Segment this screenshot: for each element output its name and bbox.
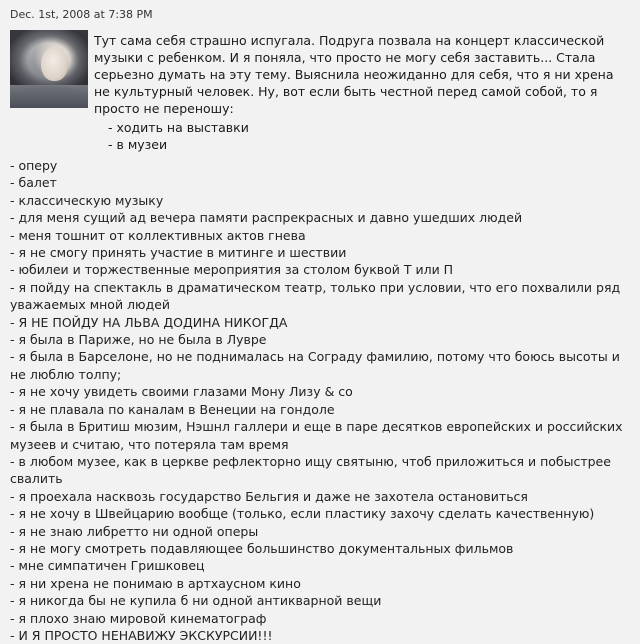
avatar-shoulder	[10, 86, 88, 108]
list-item: - классическую музыку	[10, 192, 164, 208]
post-timestamp: Dec. 1st, 2008 at 7:38 PM	[10, 8, 153, 21]
list-item: - я была в Бритиш мюзим, Нэшнл галлери и еще в паре десятков европейских и российских музеев и считаю, что потеряла там время	[10, 419, 623, 452]
list-item: - я плохо знаю мировой кинематограф	[10, 610, 267, 626]
list-item: - я не хочу увидеть своими глазами Мону Лизу & co	[10, 384, 353, 400]
list-item: - ходить на выставки	[108, 120, 249, 135]
list-item: - я была в Барселоне, но не поднималась на Сограду фамилию, потому что боюсь высоты и не люблю толпу;	[10, 349, 620, 382]
post-intro-block	[94, 28, 632, 153]
post-header-row	[8, 28, 632, 153]
avatar-face	[41, 47, 68, 81]
avatar	[10, 30, 88, 108]
list-item: - в музеи	[108, 137, 168, 152]
list-item: - мне симпатичен Гришковец	[10, 558, 205, 574]
list-item: - Я НЕ ПОЙДУ НА ЛЬВА ДОДИНА НИКОГДА	[10, 314, 288, 330]
list-item: - я пойду на спектакль в драматическом театр, только при условии, что его похвалили ряд уважаемых мной людей	[10, 279, 621, 313]
list-item: - балет	[10, 175, 57, 191]
list-item: - я была в Париже, но не была в Лувре	[10, 332, 267, 348]
list-item: - И Я ПРОСТО НЕНАВИЖУ ЭКСКУРСИИ!!!	[10, 627, 273, 643]
list-item: - юбилеи и торжественные мероприятия за столом буквой Т или П	[10, 262, 454, 278]
list-item: - я ни хрена не понимаю в артхаусном кино	[10, 575, 301, 591]
list-item: - я не плавала по каналам в Венеции на гондоле	[10, 401, 335, 417]
list-item: - в любом музее, как в церкве рефлекторно ищу святыню, чтоб приложиться и побыстрее свалить	[10, 453, 611, 487]
list-item: - я не знаю либретто ни одной оперы	[10, 523, 259, 539]
list-item: - я никогда бы не купила б ни одной антикварной вещи	[10, 593, 382, 609]
list-item: - я не могу смотреть подавляющее большинство документальных фильмов	[10, 540, 514, 556]
post-intro-text: Тут сама себя страшно испугала. Подруга позвала на концерт классической музыки с ребенком. И я поняла, что просто не могу себя заставить... Стала серьезно думать на эту тему. Выяснила неожиданно для себя, что я ни хрена не культурный человек. Ну, вот если быть честной перед самой собой, то я просто не переношу:	[94, 33, 614, 116]
list-item: - для меня сущий ад вечера памяти распрекрасных и давно ушедших людей	[10, 210, 523, 226]
list-item: - оперу	[10, 158, 58, 173]
list-item: - я не хочу в Швейцарию вообще (только, если пластику захочу сделать качественную)	[10, 506, 595, 522]
list-item: - я проехала насквозь государство Бельгия и даже не захотела остановиться	[10, 488, 528, 504]
list-item: - я не смогу принять участие в митинге и шествии	[10, 245, 347, 261]
post-main-list	[8, 157, 632, 644]
post-sub-list	[94, 119, 632, 153]
list-item: - меня тошнит от коллективных актов гнева	[10, 227, 306, 243]
